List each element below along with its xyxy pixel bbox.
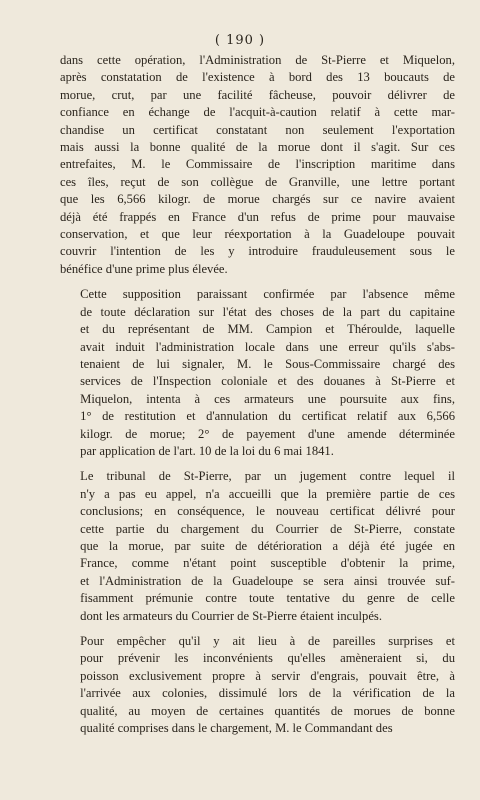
text-line: France, comme n'étant point susceptible d'obtenir la prime, xyxy=(80,556,455,571)
text-line: Cette supposition paraissant confirmée par l'absence même xyxy=(80,287,455,302)
paragraph-4 xyxy=(60,633,455,737)
text-line: ces îles, reçut de son collègue de Granville, une lettre portant xyxy=(60,174,455,189)
text-line: mais aussi la bonne qualité de la morue dont il s'agit. Sur ces xyxy=(60,140,455,155)
text-line: l'arrivée aux colonies, dissimulé lors de la vérification de la xyxy=(80,686,455,701)
text-line: entrefaites, M. le Commissaire de l'inscription maritime dans xyxy=(60,157,455,172)
text-line: conservation, et que leur réexportation à la Guadeloupe pouvait xyxy=(60,227,455,242)
text-line: qualité, au moyen de certaines quantités de morues de bonne xyxy=(80,703,455,718)
text-line: morue, crut, par une facilité fâcheuse, pouvoir délivrer de xyxy=(60,87,455,102)
text-line: et l'Administration de la Guadeloupe se sera ainsi trouvée suf- xyxy=(80,573,455,588)
text-line: confiance en échange de l'acquit-à-caution relatif à cette mar- xyxy=(60,105,455,120)
text-line: après constatation de l'existence à bord des 13 boucauts de xyxy=(60,70,455,85)
text-line: qualité comprises dans le chargement, M. le Commandant des xyxy=(80,721,393,736)
text-line: tenaient de lui signaler, M. le Sous-Commissaire chargé des xyxy=(80,356,455,371)
text-line: poisson exclusivement propre à servir d'engrais, pouvait être, à xyxy=(80,668,455,683)
text-line: couvrir l'intention de les y introduire frauduleusement sous le xyxy=(60,244,455,259)
page-number: ( 190 ) xyxy=(214,33,266,48)
text-line: avait induit l'administration locale dans une erreur qu'ils s'abs- xyxy=(80,339,455,354)
text-line: déjà été frappés en France d'un refus de prime pour mauvaise xyxy=(60,209,455,224)
text-line: Le tribunal de St-Pierre, par un jugement contre lequel il xyxy=(80,469,455,484)
text-line: 1° de restitution et d'annulation du certificat relatif aux 6,566 xyxy=(80,409,455,424)
text-line: n'y a pas eu appel, n'a accueilli que la première partie de ces xyxy=(80,486,455,501)
paragraph-2 xyxy=(60,286,455,460)
paragraph-1 xyxy=(60,52,455,278)
text-line: cette partie du chargement du Courrier de St-Pierre, constate xyxy=(80,521,455,536)
text-line: services de l'Inspection coloniale et des douanes à St-Pierre et xyxy=(80,374,455,389)
text-line: conclusions; en conséquence, le nouveau certificat délivré pour xyxy=(80,504,455,519)
text-line: fisamment prémunie contre toute tentative du genre de celle xyxy=(80,591,455,606)
text-line: et du représentant de MM. Campion et Théroulde, laquelle xyxy=(80,322,455,337)
text-line: que la morue, par suite de détérioration a déjà été jugée en xyxy=(80,538,455,553)
text-line: kilogr. de morue; 2° de payement d'une amende déterminée xyxy=(80,426,455,441)
text-line: que les 6,566 kilogr. de morue chargés sur ce navire avaient xyxy=(60,192,455,207)
text-line: chandise un certificat constatant non seulement l'exportation xyxy=(60,122,455,137)
body-text xyxy=(60,52,455,737)
text-line: Miquelon, intenta à ces armateurs une poursuite aux fins, xyxy=(80,391,455,406)
text-line: dont les armateurs du Courrier de St-Pierre étaient inculpés. xyxy=(80,608,382,623)
text-line: dans cette opération, l'Administration de St-Pierre et Miquelon, xyxy=(60,53,455,67)
paragraph-3 xyxy=(60,468,455,625)
text-line: Pour empêcher qu'il y ait lieu à de pareilles surprises et xyxy=(80,634,455,648)
text-line: de toute déclaration sur l'état des choses de la part du capitaine xyxy=(80,304,455,319)
text-line: par application de l'art. 10 de la loi du 6 mai 1841. xyxy=(80,443,334,458)
text-line: bénéfice d'une prime plus élevée. xyxy=(60,261,228,276)
text-line: pour prévenir les inconvénients qu'elles amèneraient si, du xyxy=(80,651,455,666)
